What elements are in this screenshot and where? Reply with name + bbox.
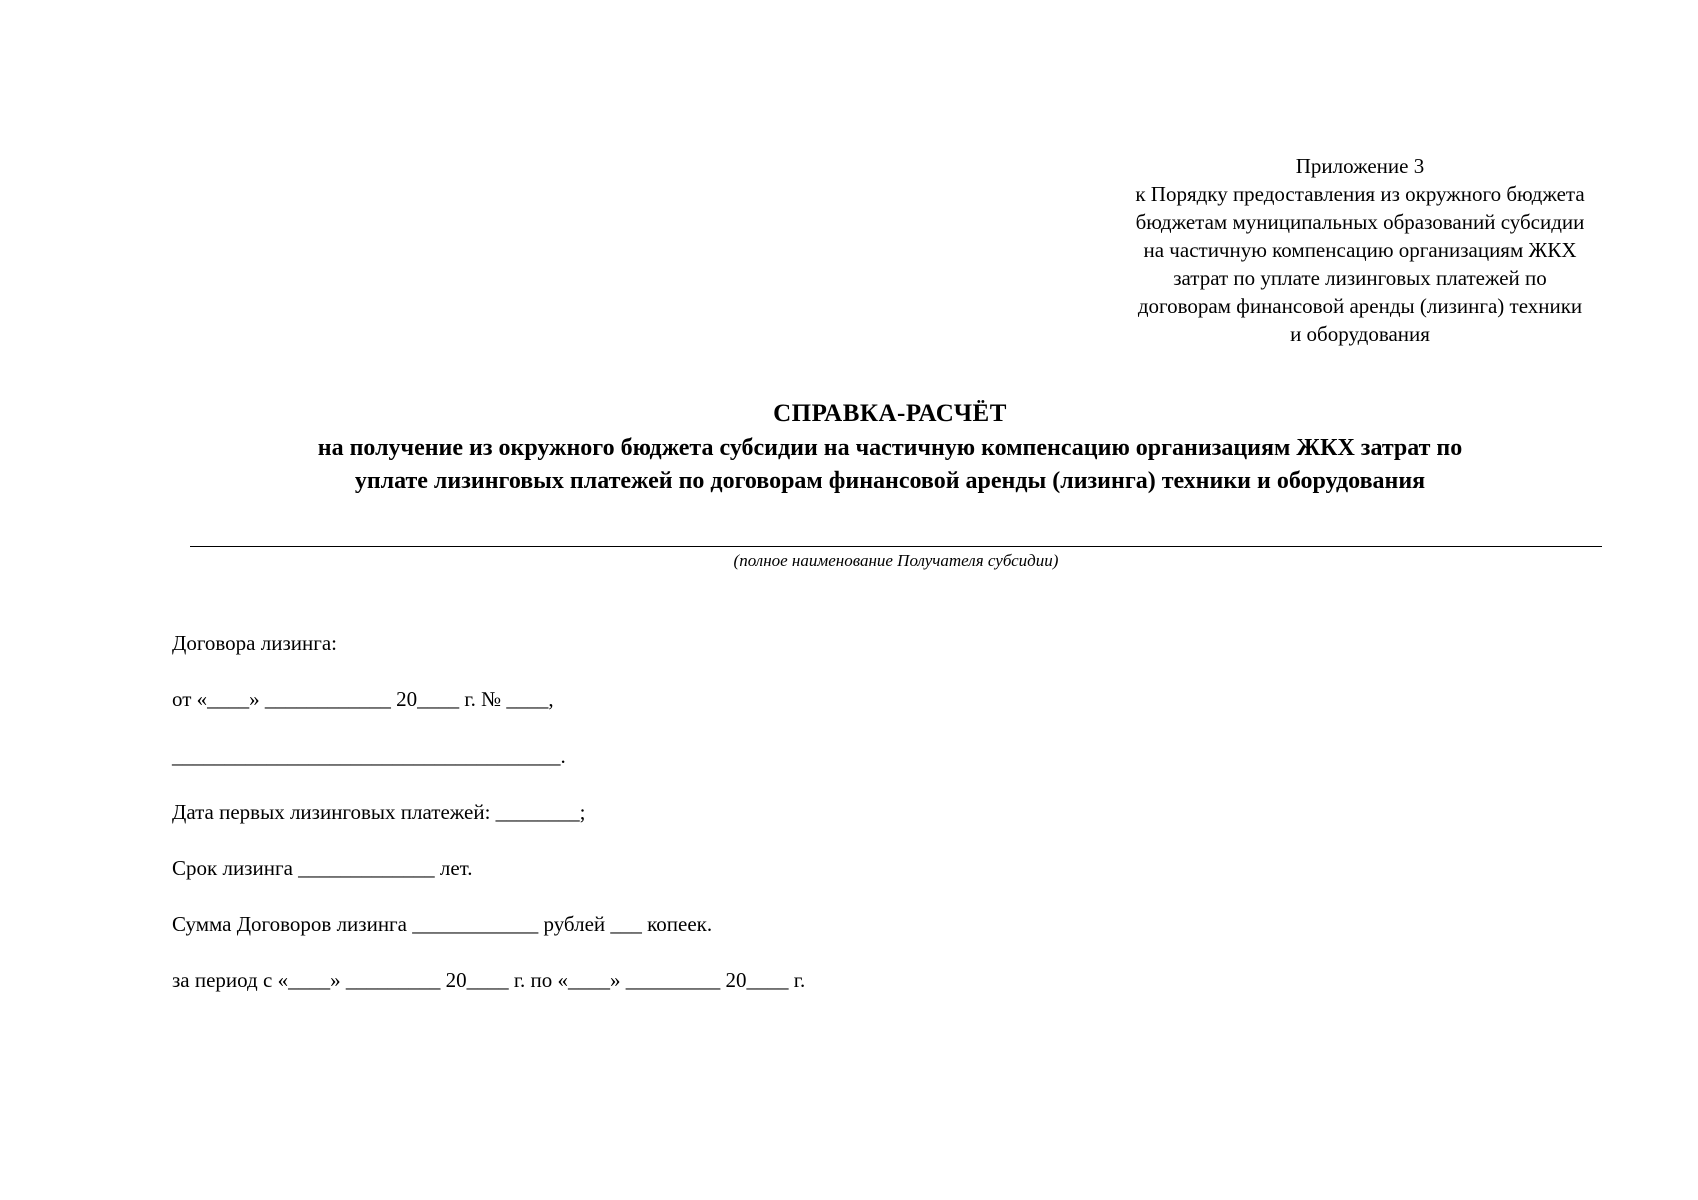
document-subtitle-line: уплате лизинговых платежей по договорам финансовой аренды (лизинга) техники и оборудования [354, 468, 1426, 494]
document-title-block [150, 396, 1630, 498]
contracts-sum-field: Сумма Договоров лизинга ____________ рублей ___ копеек. [172, 912, 713, 936]
appendix-line: на частичную компенсацию организациям ЖКХ [1143, 238, 1577, 262]
first-payments-field: Дата первых лизинговых платежей: ________; [172, 800, 586, 824]
appendix-line: Приложение 3 [1295, 154, 1425, 178]
appendix-line: затрат по уплате лизинговых платежей по [1173, 266, 1547, 290]
appendix-header [1080, 152, 1640, 348]
appendix-line: и оборудования [1290, 322, 1430, 346]
period-field: за период с «____» _________ 20____ г. по «____» _________ 20____ г. [172, 968, 806, 992]
contract-blank-field: _____________________________________. [172, 744, 566, 768]
appendix-line: договорам финансовой аренды (лизинга) техники [1137, 294, 1583, 318]
contract-date-field: от «____» ____________ 20____ г. № ____, [172, 687, 554, 711]
recipient-caption: (полное наименование Получателя субсидии) [733, 551, 1059, 570]
appendix-line: бюджетам муниципальных образований субсидии [1135, 210, 1585, 234]
document-subtitle-line: на получение из окружного бюджета субсидии на частичную компенсацию организациям ЖКХ затрат по [317, 435, 1463, 461]
appendix-line: к Порядку предоставления из окружного бюджета [1135, 182, 1585, 206]
document-title: СПРАВКА-РАСЧЁТ [773, 400, 1007, 427]
contracts-heading: Договора лизинга: [172, 631, 338, 655]
recipient-name-line [190, 546, 1602, 547]
lease-term-field: Срок лизинга _____________ лет. [172, 856, 473, 880]
